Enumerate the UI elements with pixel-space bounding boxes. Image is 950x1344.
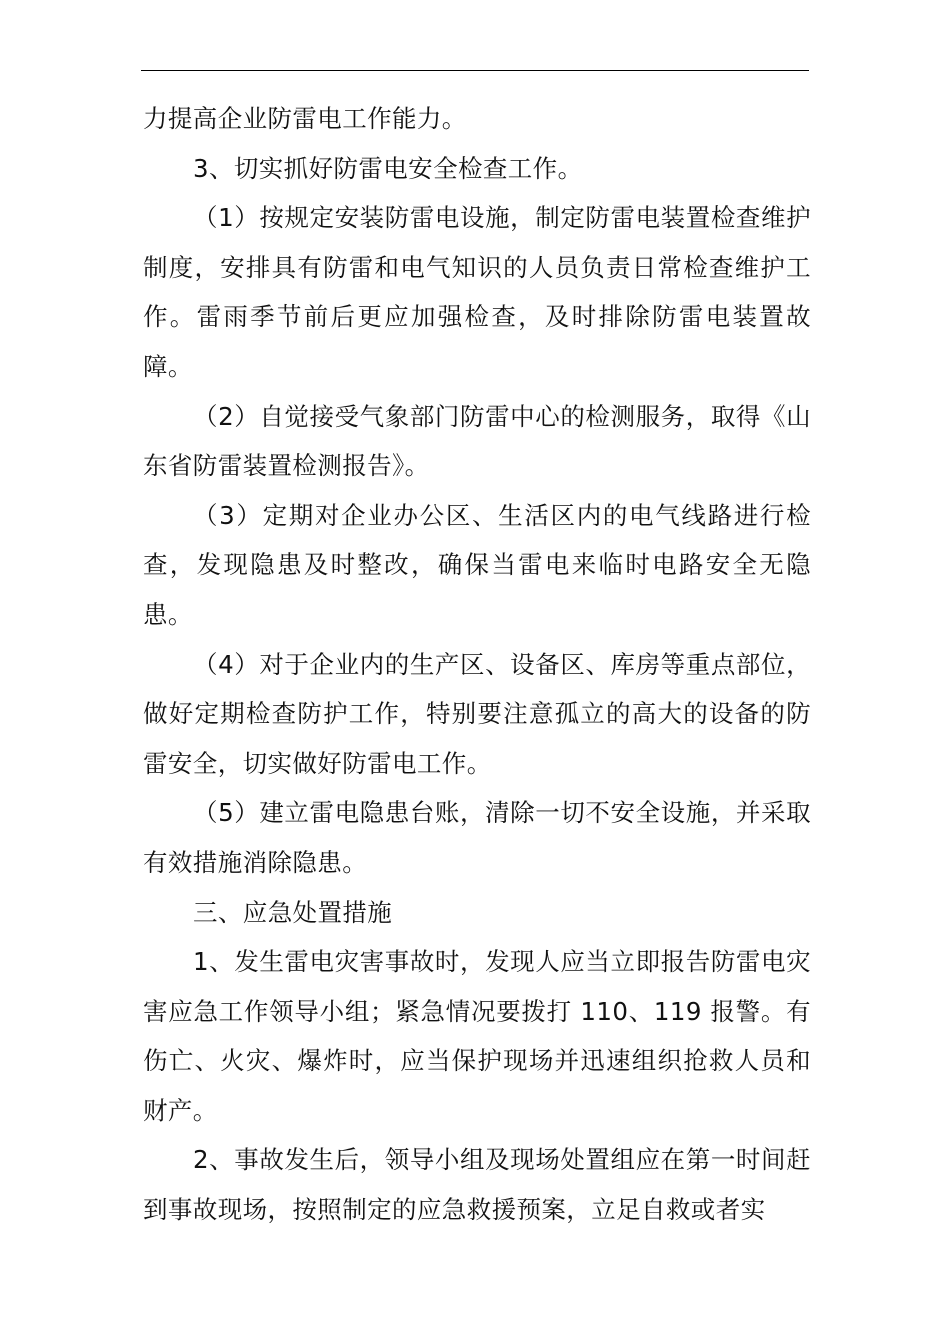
paragraph-measure-2: 2、事故发生后，领导小组及现场处置组应在第一时间赶到事故现场，按照制定的应急救援预案，立足自救或者实 xyxy=(143,1145,811,1225)
paragraph-continuation: 力提高企业防雷电工作能力。 xyxy=(143,104,467,133)
section-heading-emergency-measures: 三、应急处置措施 xyxy=(193,897,393,927)
header-rule xyxy=(141,70,809,71)
document-body xyxy=(143,94,811,1235)
paragraph-section-3-heading: 3、切实抓好防雷电安全检查工作。 xyxy=(193,153,583,183)
paragraph-measure-1: 1、发生雷电灾害事故时，发现人应当立即报告防雷电灾害应急工作领导小组；紧急情况要拨打 110、119 报警。有伤亡、火灾、爆炸时，应当保护现场并迅速组织抢救人员和财产。 xyxy=(143,947,811,1125)
paragraph-item-5: （5）建立雷电隐患台账，清除一切不安全设施，并采取有效措施消除隐患。 xyxy=(143,798,811,877)
paragraph-item-1: （1）按规定安装防雷电设施，制定防雷电装置检查维护制度，安排具有防雷和电气知识的人员负责日常检查维护工作。雷雨季节前后更应加强检查，及时排除防雷电装置故障。 xyxy=(143,203,811,381)
paragraph-item-4: （4）对于企业内的生产区、设备区、库房等重点部位，做好定期检查防护工作，特别要注意孤立的高大的设备的防雷安全，切实做好防雷电工作。 xyxy=(143,649,811,778)
paragraph-item-3: （3）定期对企业办公区、生活区内的电气线路进行检查，发现隐患及时整改，确保当雷电来临时电路安全无隐患。 xyxy=(143,500,811,629)
paragraph-item-2: （2）自觉接受气象部门防雷中心的检测服务，取得《山东省防雷装置检测报告》。 xyxy=(143,401,811,481)
